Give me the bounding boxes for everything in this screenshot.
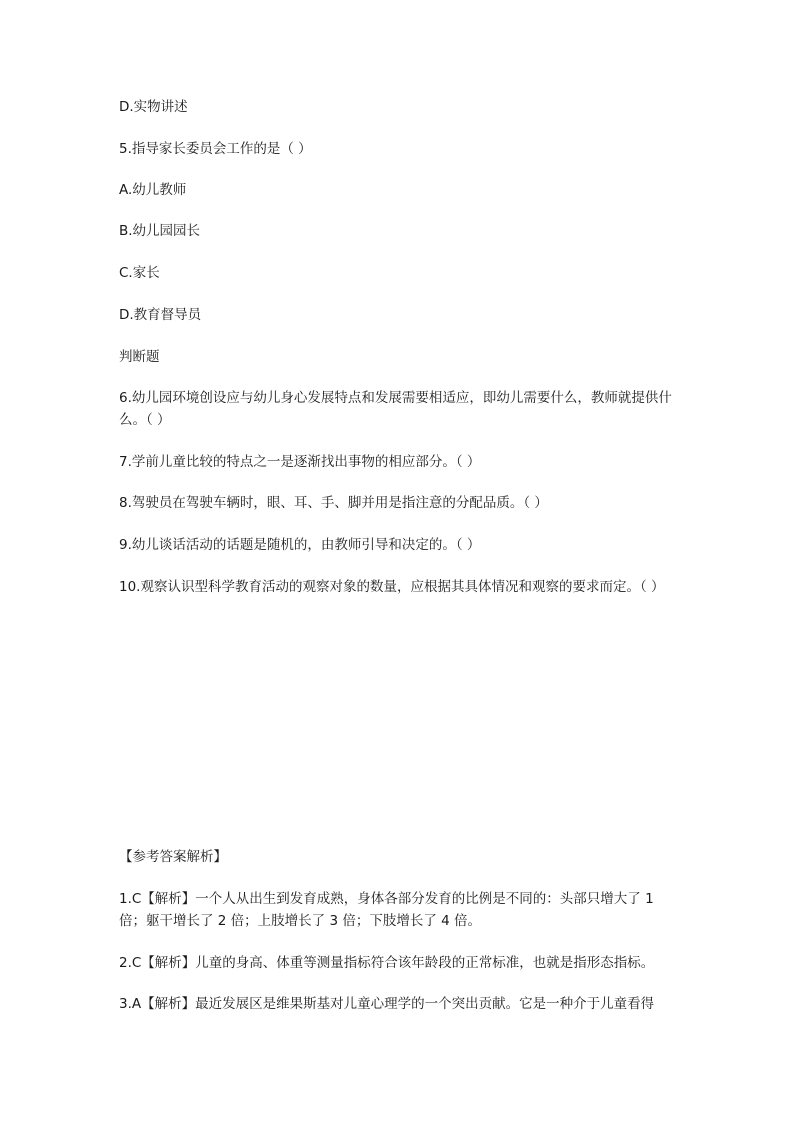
q5-option-c: C.家长 [119, 265, 160, 281]
answer-1: 1.C【解析】一个人从出生到发育成熟，身体各部分发育的比例是不同的：头部只增大了 1 倍；躯干增长了 2 倍；上肢增长了 3 倍；下肢增长了 4 倍。 [119, 891, 654, 929]
q9: 9.幼儿谈话活动的话题是随机的，由教师引导和决定的。（ ） [119, 537, 481, 553]
q4-option-d: D.实物讲述 [119, 99, 188, 115]
q10: 10.观察认识型科学教育活动的观察对象的数量，应根据其具体情况和观察的要求而定。（ ） [119, 579, 665, 595]
answer-3: 3.A【解析】最近发展区是维果斯基对儿童心理学的一个突出贡献。它是一种介于儿童看得 [119, 996, 655, 1012]
q8: 8.驾驶员在驾驶车辆时，眼、耳、手、脚并用是指注意的分配品质。（ ） [119, 495, 548, 511]
section-heading-judgement: 判断题 [119, 349, 160, 365]
q5-option-d: D.教育督导员 [119, 307, 202, 323]
q5-stem: 5.指导家长委员会工作的是（ ） [119, 141, 312, 157]
q5-option-b: B.幼儿园园长 [119, 223, 201, 239]
answer-2: 2.C【解析】儿童的身高、体重等测量指标符合该年龄段的正常标准，也就是指形态指标。 [119, 955, 655, 971]
q7: 7.学前儿童比较的特点之一是逐渐找出事物的相应部分。（ ） [119, 454, 481, 470]
q6: 6.幼儿园环境创设应与幼儿身心发展特点和发展需要相适应，即幼儿需要什么，教师就提供什么。（ ） [119, 390, 672, 428]
answers-heading: 【参考答案解析】 [119, 849, 227, 865]
q5-option-a: A.幼儿教师 [119, 182, 187, 198]
